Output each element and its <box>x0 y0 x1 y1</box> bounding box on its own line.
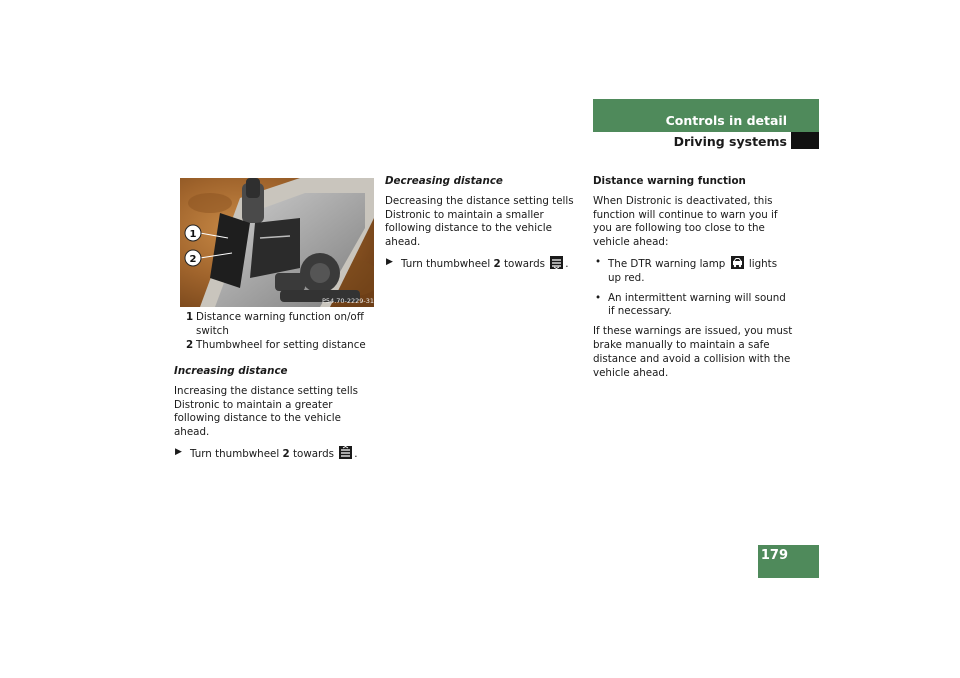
section-subtitle: Driving systems <box>673 134 787 149</box>
distance-increase-icon <box>339 446 352 459</box>
warning-bullet: • The DTR warning lamp lights up red. <box>595 255 778 284</box>
page-number-box <box>758 545 819 578</box>
figure-code: P54.70-2229-31 <box>322 297 374 305</box>
callout-1: 1 <box>189 229 197 240</box>
step-arrow-icon: ▶ <box>386 256 393 267</box>
warning-outro: If these warnings are issued, you must brake manually to maintain a safe distance and avoid a collision with the vehicle ahead. <box>593 325 793 379</box>
decreasing-step: ▶ Turn thumbwheel 2 towards . <box>386 256 569 270</box>
caption-item: 2 Thumbwheel for setting distance <box>186 338 366 351</box>
callout-2: 2 <box>189 254 197 265</box>
page-number: 179 <box>760 548 788 563</box>
caption-item: 1 Distance warning function on/off switch <box>186 311 364 337</box>
figure-caption <box>186 311 376 352</box>
distance-decrease-icon <box>550 256 563 269</box>
dtr-warning-lamp-icon <box>731 256 744 269</box>
increasing-body: Increasing the distance setting tells Distronic to maintain a greater following distance to the vehicle ahead. <box>174 384 358 439</box>
subheader-bar <box>593 132 791 149</box>
warning-bullet: • An intermittent warning will sound if necessary. <box>595 291 786 318</box>
increasing-step: ▶ Turn thumbwheel 2 towards . <box>175 446 358 460</box>
section-title: Controls in detail <box>665 113 787 128</box>
step-arrow-icon: ▶ <box>175 446 182 457</box>
warning-intro: When Distronic is deactivated, this function will continue to warn you if you are following too close to the vehicle ahead: <box>593 194 778 249</box>
header-bar <box>593 99 819 132</box>
decreasing-body: Decreasing the distance setting tells Distronic to maintain a smaller following distance to the vehicle ahead. <box>385 194 574 249</box>
console-photo <box>180 178 374 307</box>
increasing-heading: Increasing distance <box>174 365 288 377</box>
warning-heading: Distance warning function <box>593 175 746 187</box>
decreasing-heading: Decreasing distance <box>385 175 503 187</box>
warning-section <box>593 175 793 386</box>
header-tab <box>791 132 819 149</box>
increasing-section <box>174 365 374 462</box>
decreasing-section <box>385 175 580 272</box>
